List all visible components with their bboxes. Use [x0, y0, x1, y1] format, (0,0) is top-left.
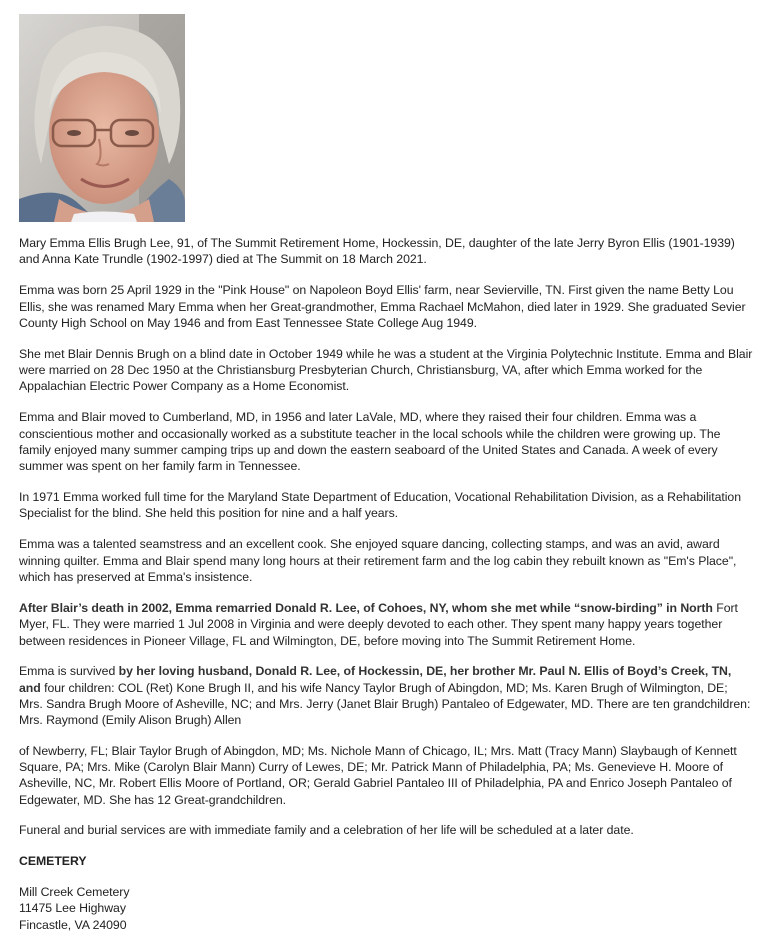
survivors-text: four children: COL (Ret) Kone Brugh II, and his wife Nancy Taylor Brugh of Abingdon, MD; Ms. Karen Brugh of Wilmington, DE; Mrs. Sandra Brugh Moore of Asheville, NC; and Mrs. Jerry (Janet Blair Brugh) Pantaleo of Edgewater, MD. There are ten grandchildren: Mrs. Raymond (Emily Alison Brugh) Allen	[19, 680, 751, 728]
remarriage-text: Fort Myer, FL. They were married 1 Jul 2008 in Virginia and were deeply devoted to each other. They spent many happy years together between residences in Pioneer Village, FL and Wilmington, DE, before moving into The Summit Retirement Home.	[19, 600, 738, 648]
paragraph-survivors	[19, 663, 754, 729]
portrait-photo	[19, 14, 185, 222]
paragraph-family: Emma and Blair moved to Cumberland, MD, in 1956 and later LaVale, MD, where they raised their four children. Emma was a conscientious mother and occasionally worked as a substitute teacher in the local schools while the children were growing up. The family enjoyed many summer camping trips up and down the eastern seaboard of the United States and Canada. A week of every summer was spent on her family farm in Tennessee.	[19, 410, 721, 474]
paragraph-marriage: She met Blair Dennis Brugh on a blind date in October 1949 while he was a student at the Virginia Polytechnic Institute. Emma and Blair were married on 28 Dec 1950 at the Christiansburg Presbyterian Church, Christiansburg, VA, after which Emma worked for the Appalachian Electric Power Company as a Home Economist.	[19, 346, 753, 394]
cemetery-heading: CEMETERY	[19, 854, 87, 869]
cemetery-address	[19, 884, 754, 933]
paragraph-birth: Emma was born 25 April 1929 in the "Pink House" on Napoleon Boyd Ellis' farm, near Sevierville, TN. First given the name Betty Lou Ellis, she was renamed Mary Emma when her Great-grandmother, Emma Rachael McMahon, died later in 1929. She graduated Sevier County High School on May 1946 and from East Tennessee State College Aug 1949.	[19, 283, 746, 330]
cemetery-city: Fincastle, VA 24090	[19, 917, 127, 932]
cemetery-name: Mill Creek Cemetery	[19, 884, 130, 899]
paragraph-grandchildren: of Newberry, FL; Blair Taylor Brugh of Abingdon, MD; Ms. Nichole Mann of Chicago, IL; Mrs. Matt (Tracy Mann) Slaybaugh of Kennett Square, PA; Mrs. Mike (Carolyn Blair Mann) Curry of Lewes, DE; Mr. Patrick Mann of Philadelphia, PA; Ms. Genevieve H. Moore of Asheville, NC, Mr. Robert Ellis Moore of Portland, OR; Gerald Gabriel Pantaleo III of Philadelphia, PA and Enrico Joseph Pantaleo of Edgewater, MD. She has 12 Great-grandchildren.	[19, 743, 737, 807]
paragraph-hobbies: Emma was a talented seamstress and an excellent cook. She enjoyed square dancing, collecting stamps, and was an avid, award winning quilter. Emma and Blair spend many long hours at their retirement farm and the log cabin they rebuilt known as "Em's Place", which has preserved at Emma's insistence.	[19, 537, 737, 584]
paragraph-intro: Mary Emma Ellis Brugh Lee, 91, of The Summit Retirement Home, Hockessin, DE, daughter of the late Jerry Byron Ellis (1901-1939) and Anna Kate Trundle (1902-1997) died at The Summit on 18 March 2021.	[19, 236, 735, 267]
remarriage-bold-text: After Blair’s death in 2002, Emma remarried Donald R. Lee, of Cohoes, NY, whom she met while “snow-birding” in North	[19, 600, 713, 615]
survivors-bold-text: by her loving husband, Donald R. Lee, of Hockessin, DE, her brother Mr. Paul N. Ellis of Boyd’s Creek, TN, and	[19, 664, 732, 695]
survivors-lead-text: Emma is survived	[19, 664, 119, 679]
paragraph-services: Funeral and burial services are with immediate family and a celebration of her life will be scheduled at a later date.	[19, 823, 634, 838]
paragraph-remarriage	[19, 600, 754, 649]
portrait-illustration	[19, 14, 185, 222]
cemetery-street: 11475 Lee Highway	[19, 901, 126, 916]
paragraph-career: In 1971 Emma worked full time for the Maryland State Department of Education, Vocational Rehabilitation Division, as a Rehabilitation Specialist for the blind. She held this position for nine and a half years.	[19, 490, 741, 521]
obituary-text	[19, 235, 754, 933]
